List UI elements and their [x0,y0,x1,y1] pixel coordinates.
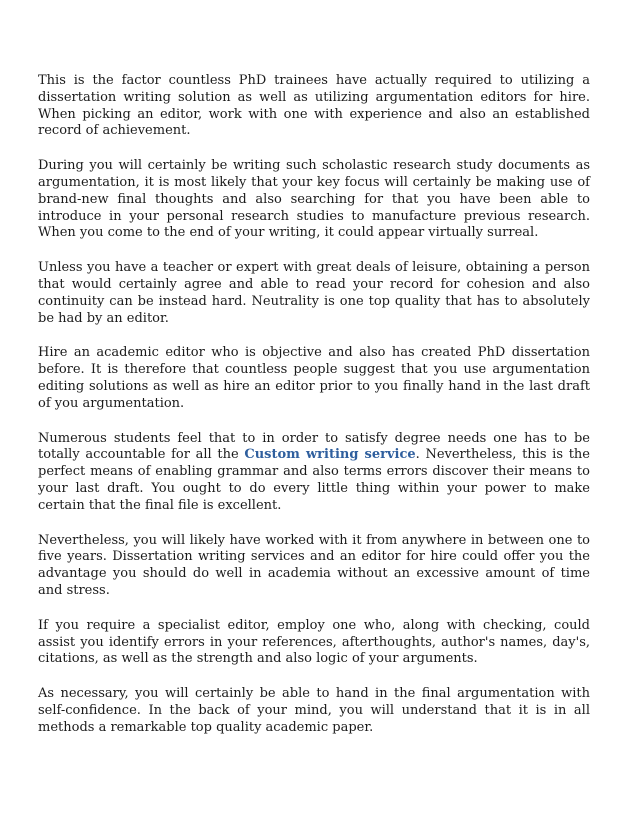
custom-writing-service-link[interactable]: Custom writing service [244,447,416,463]
paragraph-6: Nevertheless, you will likely have worked with it from anywhere in between one to five years. Dissertation writing services and an editor for hire could offer you the advantage you should do well in academia without an excessive amount of time and stress. [38,532,590,598]
paragraph-1: This is the factor countless PhD trainees have actually required to utilizing a dissertation writing solution as well as utilizing argumentation editors for hire. When picking an editor, work with one with experience and also an established record of achievement. [38,73,590,139]
paragraph-7: If you require a specialist editor, employ one who, along with checking, could assist you identify errors in your references, afterthoughts, author's names, day's, citations, as well as the strength and also logic of your arguments. [38,617,590,667]
paragraph-3: Unless you have a teacher or expert with great deals of leisure, obtaining a person that would certainly agree and able to read your record for cohesion and also continuity can be instead hard. Neutrality is one top quality that has to absolutely be had by an editor. [38,260,590,326]
document-body [38,73,590,755]
paragraph-2: During you will certainly be writing such scholastic research study documents as argumentation, it is most likely that your key focus will certainly be making use of brand-new final thoughts and also searching for that you have been able to introduce in your personal research studies to manufacture previous research. When you come to the end of your writing, it could appear virtually surreal. [38,158,590,241]
paragraph-5-tail: . Nevertheless, this is the perfect means of enabling grammar and also terms errors discover their means to your last draft. You ought to do every little thing within your power to make certain that the final file is excellent. [38,447,590,513]
paragraph-5-lead: Numerous students feel that to in order to satisfy degree needs one has to be totally accountable for all the [38,430,590,463]
paragraph-4: Hire an academic editor who is objective and also has created PhD dissertation before. It is therefore that countless people suggest that you use argumentation editing solutions as well as hire an editor prior to you finally hand in the last draft of you argumentation. [38,345,590,411]
paragraph-8: As necessary, you will certainly be able to hand in the final argumentation with self-confidence. In the back of your mind, you will understand that it is in all methods a remarkable top quality academic paper. [38,686,590,735]
paragraph-5 [38,431,590,515]
